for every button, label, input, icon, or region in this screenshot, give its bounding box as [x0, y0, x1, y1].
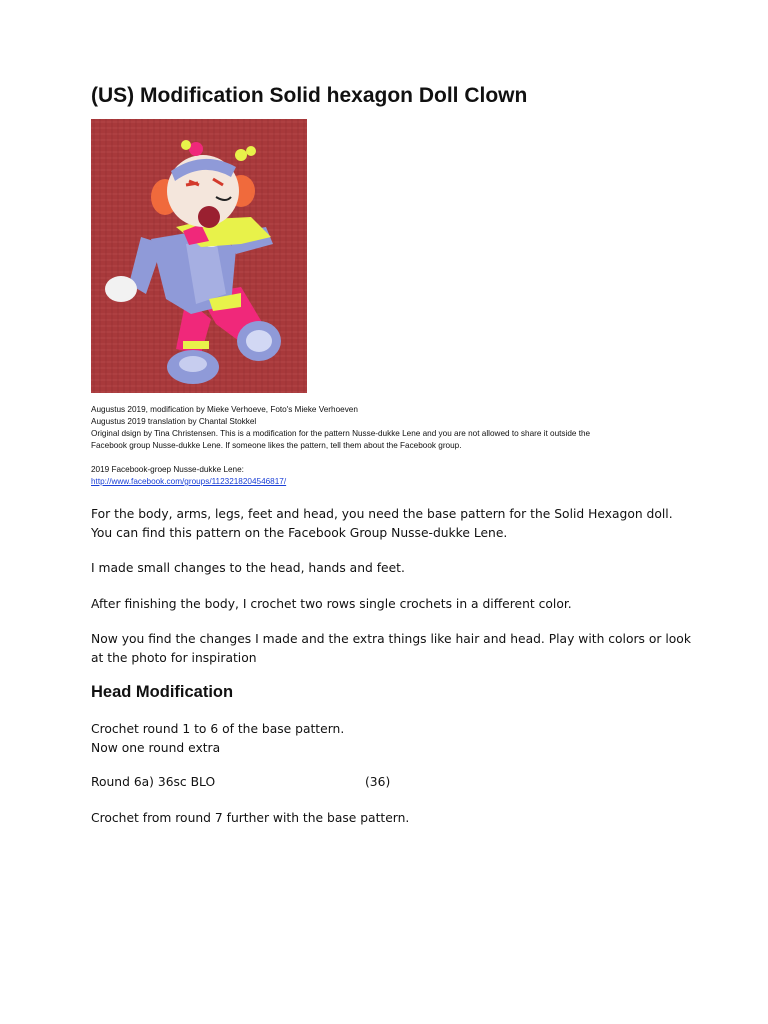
clown-doll-photo — [91, 119, 307, 393]
instruction-line: Crochet round 1 to 6 of the base pattern. — [91, 722, 345, 736]
credits-block — [91, 404, 691, 488]
page-title: (US) Modification Solid hexagon Doll Clown — [91, 84, 528, 107]
inspiration-paragraph — [91, 630, 691, 667]
instruction-line: Now one round extra — [91, 740, 221, 755]
paragraph-two-rows: After finishing the body, I crochet two rows single crochets in a different color. — [91, 597, 572, 611]
instruction-line: Crochet from round 7 further with the base pattern. — [91, 811, 410, 825]
facebook-group-link[interactable]: http://www.facebook.com/groups/1123218204546817/ — [91, 477, 287, 486]
credit-line: Augustus 2019 translation by Chantal Stokkel — [91, 417, 257, 426]
credit-line: Augustus 2019, modification by Mieke Verhoeve, Foto's Mieke Verhoeven — [91, 405, 358, 414]
continue-instruction — [91, 809, 691, 828]
stitch-count: (36) — [365, 775, 391, 789]
credit-line: Original dsign by Tina Christensen. This is a modification for the pattern Nusse-dukke Lene and you are not allowed to share it outside the — [91, 429, 591, 438]
credit-line: Facebook group Nusse-dukke Lene. If someone likes the pattern, tell them about the Facebook group. — [91, 441, 462, 450]
paragraph-small-changes: I made small changes to the head, hands and feet. — [91, 561, 405, 575]
body-finish-paragraph — [91, 595, 691, 614]
head-instructions — [91, 720, 691, 757]
clown-doll-illustration — [91, 119, 307, 393]
round-label: Round 6a) 36sc BLO — [91, 775, 216, 789]
paragraph-base-pattern: For the body, arms, legs, feet and head, you need the base pattern for the Solid Hexagon doll. You can find this pattern on the Facebook Group Nusse-dukke Lene. — [91, 507, 673, 540]
facebook-group-label: 2019 Facebook-groep Nusse-dukke Lene: — [91, 465, 244, 474]
paragraph-extras: Now you find the changes I made and the extra things like hair and head. Play with colors or look at the photo for inspiration — [91, 632, 691, 665]
round-6a-row — [91, 773, 691, 792]
intro-paragraph — [91, 505, 691, 542]
changes-paragraph — [91, 559, 691, 578]
head-modification-heading: Head Modification — [91, 683, 234, 701]
